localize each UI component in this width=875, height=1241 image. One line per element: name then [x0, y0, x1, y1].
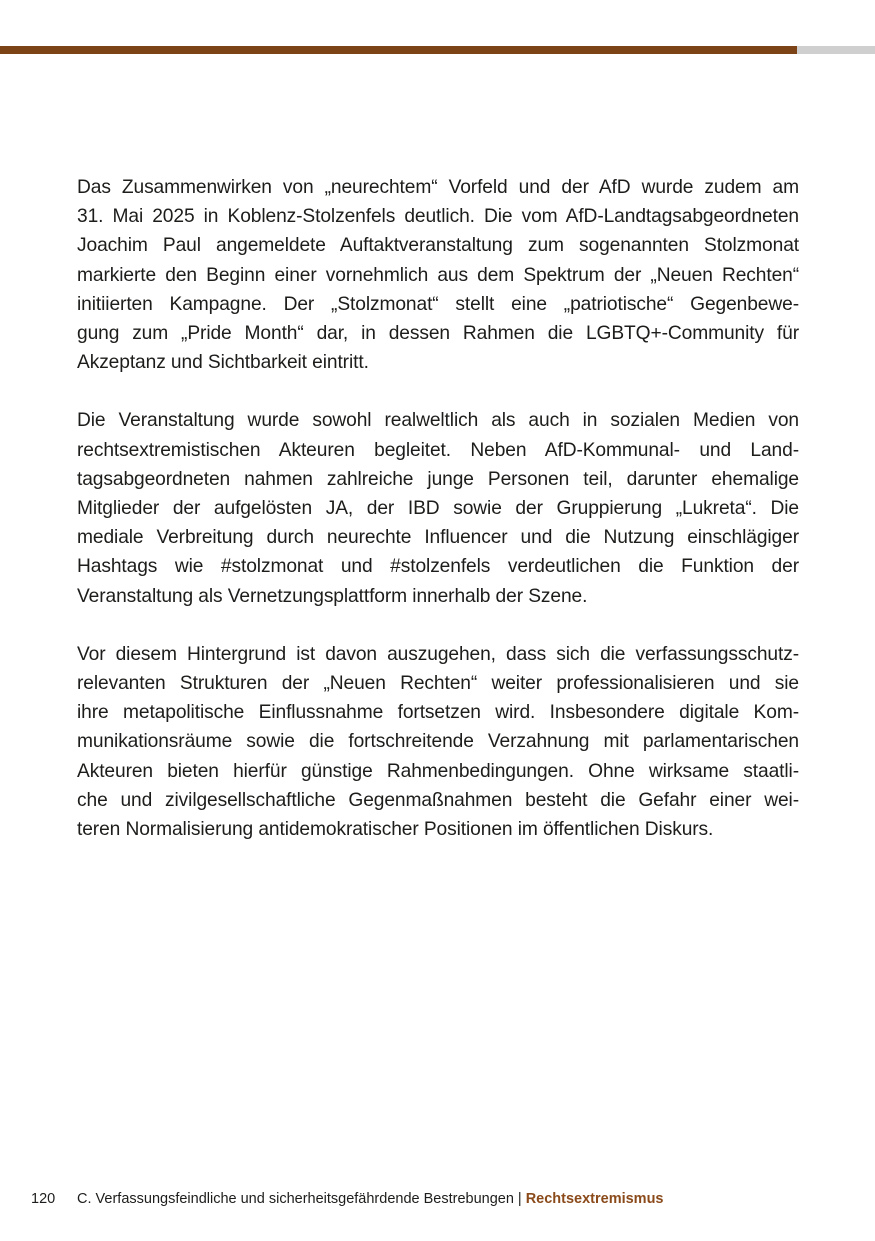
text-line: 31. Mai 2025 in Koblenz-Stolzenfels deutlich. Die vom AfD-Landtagsabgeordneten	[77, 206, 799, 228]
paragraph	[77, 640, 799, 844]
text-line: tagsabgeordneten nahmen zahlreiche junge Personen teil, darunter ehemalige	[77, 468, 799, 490]
text-line: Akteuren bieten hierfür günstige Rahmenbedingungen. Ohne wirksame staatli-	[77, 760, 799, 782]
paragraph	[77, 173, 799, 377]
text-line: gung zum „Pride Month“ dar, in dessen Rahmen die LGBTQ+-Community für	[77, 323, 799, 345]
text-line: mediale Verbreitung durch neurechte Influencer und die Nutzung einschlägiger	[77, 527, 799, 549]
text-line: Mitglieder der aufgelösten JA, der IBD sowie der Gruppierung „Lukreta“. Die	[77, 498, 799, 520]
text-line: munikationsräume sowie die fortschreitende Verzahnung mit parlamentarischen	[77, 731, 799, 753]
text-line: Akzeptanz und Sichtbarkeit eintritt.	[77, 352, 369, 374]
header-accent-bar-end	[797, 46, 875, 54]
text-line: Veranstaltung als Vernetzungsplattform innerhalb der Szene.	[77, 585, 588, 607]
footer-section-label: Rechtsextremismus	[525, 1191, 664, 1207]
text-line: Die Veranstaltung wurde sowohl realweltlich als auch in sozialen Medien von	[77, 410, 799, 432]
text-line: Joachim Paul angemeldete Auftaktveranstaltung zum sogenannten Stolzmonat	[77, 235, 799, 257]
footer-chapter: C. Verfassungsfeindliche und sicherheitsgefährdende Bestrebungen	[77, 1191, 514, 1207]
page-number: 120	[31, 1191, 56, 1207]
text-line: teren Normalisierung antidemokratischer Positionen im öffentlichen Diskurs.	[77, 819, 714, 841]
text-line: relevanten Strukturen der „Neuen Rechten“ weiter professionalisieren und sie	[77, 673, 799, 695]
text-line: Vor diesem Hintergrund ist davon auszugehen, dass sich die verfassungsschutz-	[77, 643, 799, 665]
page-footer	[31, 1189, 664, 1209]
text-line: initiierten Kampagne. Der „Stolzmonat“ stellt eine „patriotische“ Gegenbewe-	[77, 293, 799, 315]
header-accent-bar	[0, 46, 797, 54]
text-line: Das Zusammenwirken von „neurechtem“ Vorfeld und der AfD wurde zudem am	[77, 177, 799, 198]
text-line: markierte den Beginn einer vornehmlich aus dem Spektrum der „Neuen Rechten“	[77, 264, 799, 286]
paragraph	[77, 406, 799, 610]
text-line: che und zivilgesellschaftliche Gegenmaßnahmen besteht die Gefahr einer wei-	[77, 789, 799, 811]
footer-separator: |	[517, 1191, 522, 1207]
text-line: rechtsextremistischen Akteuren begleitet. Neben AfD-Kommunal- und Land-	[77, 439, 799, 461]
body-text	[77, 173, 799, 873]
text-line: ihre metapolitische Einflussnahme fortsetzen wird. Insbesondere digitale Kom-	[77, 702, 799, 724]
text-line: Hashtags wie #stolzmonat und #stolzenfels verdeutlichen die Funktion der	[77, 556, 799, 578]
